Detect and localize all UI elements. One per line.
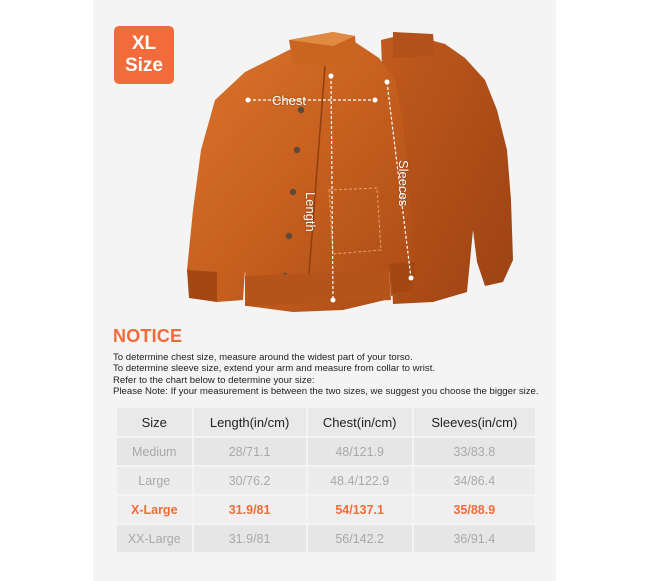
size-badge-code: XL [131, 33, 157, 54]
cell-length: 31.9/81 [194, 496, 306, 523]
cell-sleeves: 35/88.9 [414, 496, 535, 523]
cell-sleeves: 33/83.8 [414, 438, 535, 465]
table-row-highlighted [117, 496, 535, 523]
header-length: Length(in/cm) [194, 408, 306, 436]
chest-label: Chest [272, 93, 306, 108]
size-badge [114, 26, 174, 84]
table-row [117, 525, 535, 552]
cell-sleeves: 36/91.4 [414, 525, 535, 552]
sleeves-label: Sleeces [396, 160, 411, 207]
cell-size: XX-Large [117, 525, 192, 552]
header-chest: Chest(in/cm) [308, 408, 412, 436]
cell-chest: 48.4/122.9 [308, 467, 412, 494]
header-size: Size [117, 408, 192, 436]
cell-size: X-Large [117, 496, 192, 523]
notice-line: To determine chest size, measure around the widest part of your torso. [113, 352, 413, 363]
table-row [117, 438, 535, 465]
cell-size: Large [117, 467, 192, 494]
cell-length: 28/71.1 [194, 438, 306, 465]
notice-line: To determine sleeve size, extend your arm and measure from collar to wrist. [113, 363, 436, 375]
notice-line: Please Note: If your measurement is between the two sizes, we suggest you choose the bigger size. [113, 386, 539, 398]
cell-chest: 54/137.1 [308, 496, 412, 523]
header-sleeves: Sleeves(in/cm) [414, 408, 535, 436]
length-label: Length [303, 192, 318, 232]
notice-title: NOTICE [113, 326, 183, 346]
cell-length: 30/76.2 [194, 467, 306, 494]
cell-chest: 56/142.2 [308, 525, 412, 552]
size-badge-word: Size [124, 55, 164, 76]
size-chart-table [115, 406, 537, 554]
cell-size: Medium [117, 438, 192, 465]
cell-length: 31.9/81 [194, 525, 306, 552]
table-row [117, 467, 535, 494]
cell-chest: 48/121.9 [308, 438, 412, 465]
table-header-row [117, 408, 535, 436]
jacket-front [187, 32, 417, 312]
notice-line: Refer to the chart below to determine your size: [113, 374, 315, 386]
cell-sleeves: 34/86.4 [414, 467, 535, 494]
notice-body [113, 352, 553, 398]
